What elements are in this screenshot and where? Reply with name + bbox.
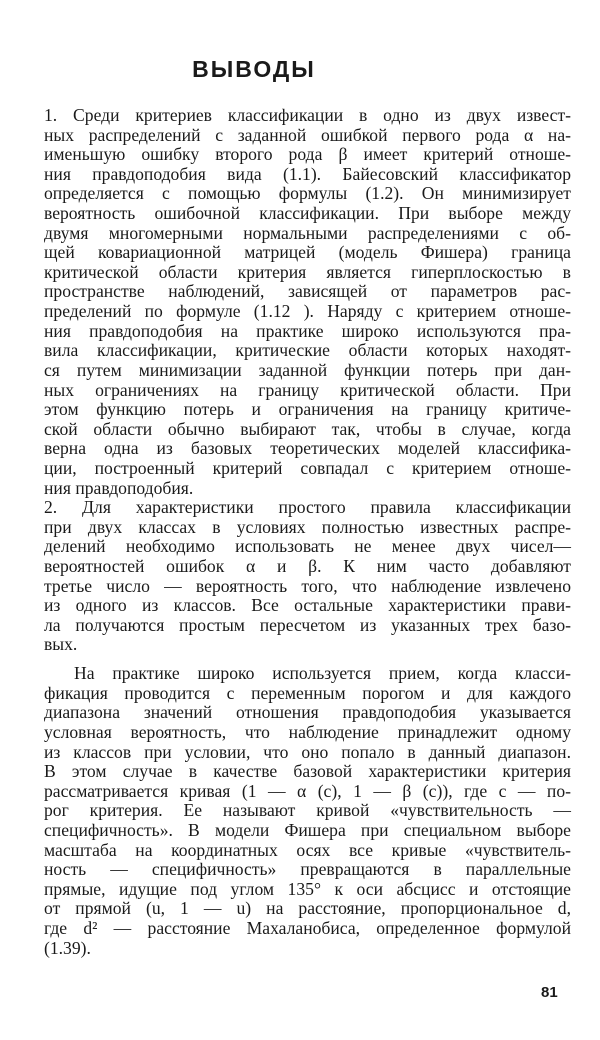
- text-line: определяется с помощью формулы (1.2). Он минимизирует: [44, 183, 571, 204]
- text-line: двумя многомерными нормальными распределениями с об-: [44, 222, 571, 243]
- text-line: вероятностей ошибок α и β. К ним часто добавляют: [44, 556, 571, 577]
- text-line: вых.: [44, 634, 78, 655]
- page-title: ВЫВОДЫ: [192, 56, 316, 82]
- text-line: вероятность ошибочной классификации. При выборе между: [44, 203, 571, 224]
- text-line: именьшую ошибку второго рода β имеет критерий отноше-: [44, 144, 571, 165]
- text-line: где d² — расстояние Махаланобиса, определенное формулой: [44, 917, 571, 938]
- text-line: ла получаются простым пересчетом из указанных трех базо-: [44, 614, 571, 635]
- text-line: рассматривается кривая (1 — α (с), 1 — β (с)), где с — по-: [44, 780, 571, 801]
- text-line: ных распределений с заданной ошибкой первого рода α на-: [44, 124, 571, 145]
- text-line: вила классификации, критические области которых находят-: [44, 340, 571, 361]
- text-line: специфичность». В модели Фишера при специальном выборе: [44, 819, 571, 840]
- text-line: фикация проводится с переменным порогом и для каждого: [44, 682, 571, 703]
- text-line: критической области критерия является гиперплоскостью в: [44, 261, 571, 282]
- text-line: ность — специфичность» превращаются в параллельные: [44, 859, 571, 880]
- text-line: масштаба на координатных осях все кривые «чувствитель-: [44, 839, 571, 860]
- text-line: 1. Среди критериев классификации в одно из двух извест-: [44, 105, 571, 125]
- text-line: ных ограничениях на границу критической области. При: [44, 379, 571, 400]
- text-line: щей ковариационной матрицей (модель Фишера) граница: [44, 242, 571, 263]
- text-line: из классов при условии, что оно попало в данный диапазон.: [44, 741, 571, 762]
- text-line: ся путем минимизации заданной функции потерь при дан-: [44, 359, 571, 380]
- body-text: [44, 106, 571, 958]
- text-line: диапазона значений отношения правдоподобия указывается: [44, 702, 571, 723]
- text-line: ской области обычно выбирают так, чтобы в случае, когда: [44, 418, 571, 439]
- text-line: 2. Для характеристики простого правила классификации: [44, 497, 571, 518]
- text-line: при двух классах в условиях полностью известных распре-: [44, 516, 571, 537]
- text-line: пределений по формуле (1.12 ). Наряду с критерием отноше-: [44, 301, 571, 322]
- text-line: от прямой (u, 1 — u) на расстояние, пропорциональное d,: [44, 898, 571, 919]
- text-line: третье число — вероятность того, что наблюдение извлечено: [44, 575, 571, 596]
- text-line: делений необходимо использовать не менее двух чисел—: [44, 536, 571, 557]
- text-line: прямые, идущие под углом 135° к оси абсцисс и отстоящие: [44, 878, 571, 899]
- text-line: этом функцию потерь и ограничения на границу критиче-: [44, 399, 571, 420]
- text-line: ния правдоподобия.: [44, 477, 194, 498]
- text-line: условная вероятность, что наблюдение принадлежит одному: [44, 721, 571, 742]
- text-line: ции, построенный критерий совпадал с критерием отноше-: [44, 457, 571, 478]
- text-line: На практике широко используется прием, когда класси-: [74, 663, 571, 684]
- text-line: ния правдоподобия на практике широко используются пра-: [44, 320, 571, 341]
- text-line: В этом случае в качестве базовой характеристики критерия: [44, 761, 571, 782]
- text-line: пространстве наблюдений, зависящей от параметров рас-: [44, 281, 571, 302]
- text-line: (1.39).: [44, 937, 91, 958]
- text-line: верна одна из базовых теоретических моделей классифика-: [44, 438, 571, 459]
- page-number: 81: [541, 984, 558, 1001]
- text-line: из одного из классов. Все остальные характеристики прави-: [44, 595, 571, 616]
- text-line: рог критерия. Ее называют кривой «чувствительность —: [44, 800, 571, 821]
- text-line: ния правдоподобия вида (1.1). Байесовский классификатор: [44, 163, 571, 184]
